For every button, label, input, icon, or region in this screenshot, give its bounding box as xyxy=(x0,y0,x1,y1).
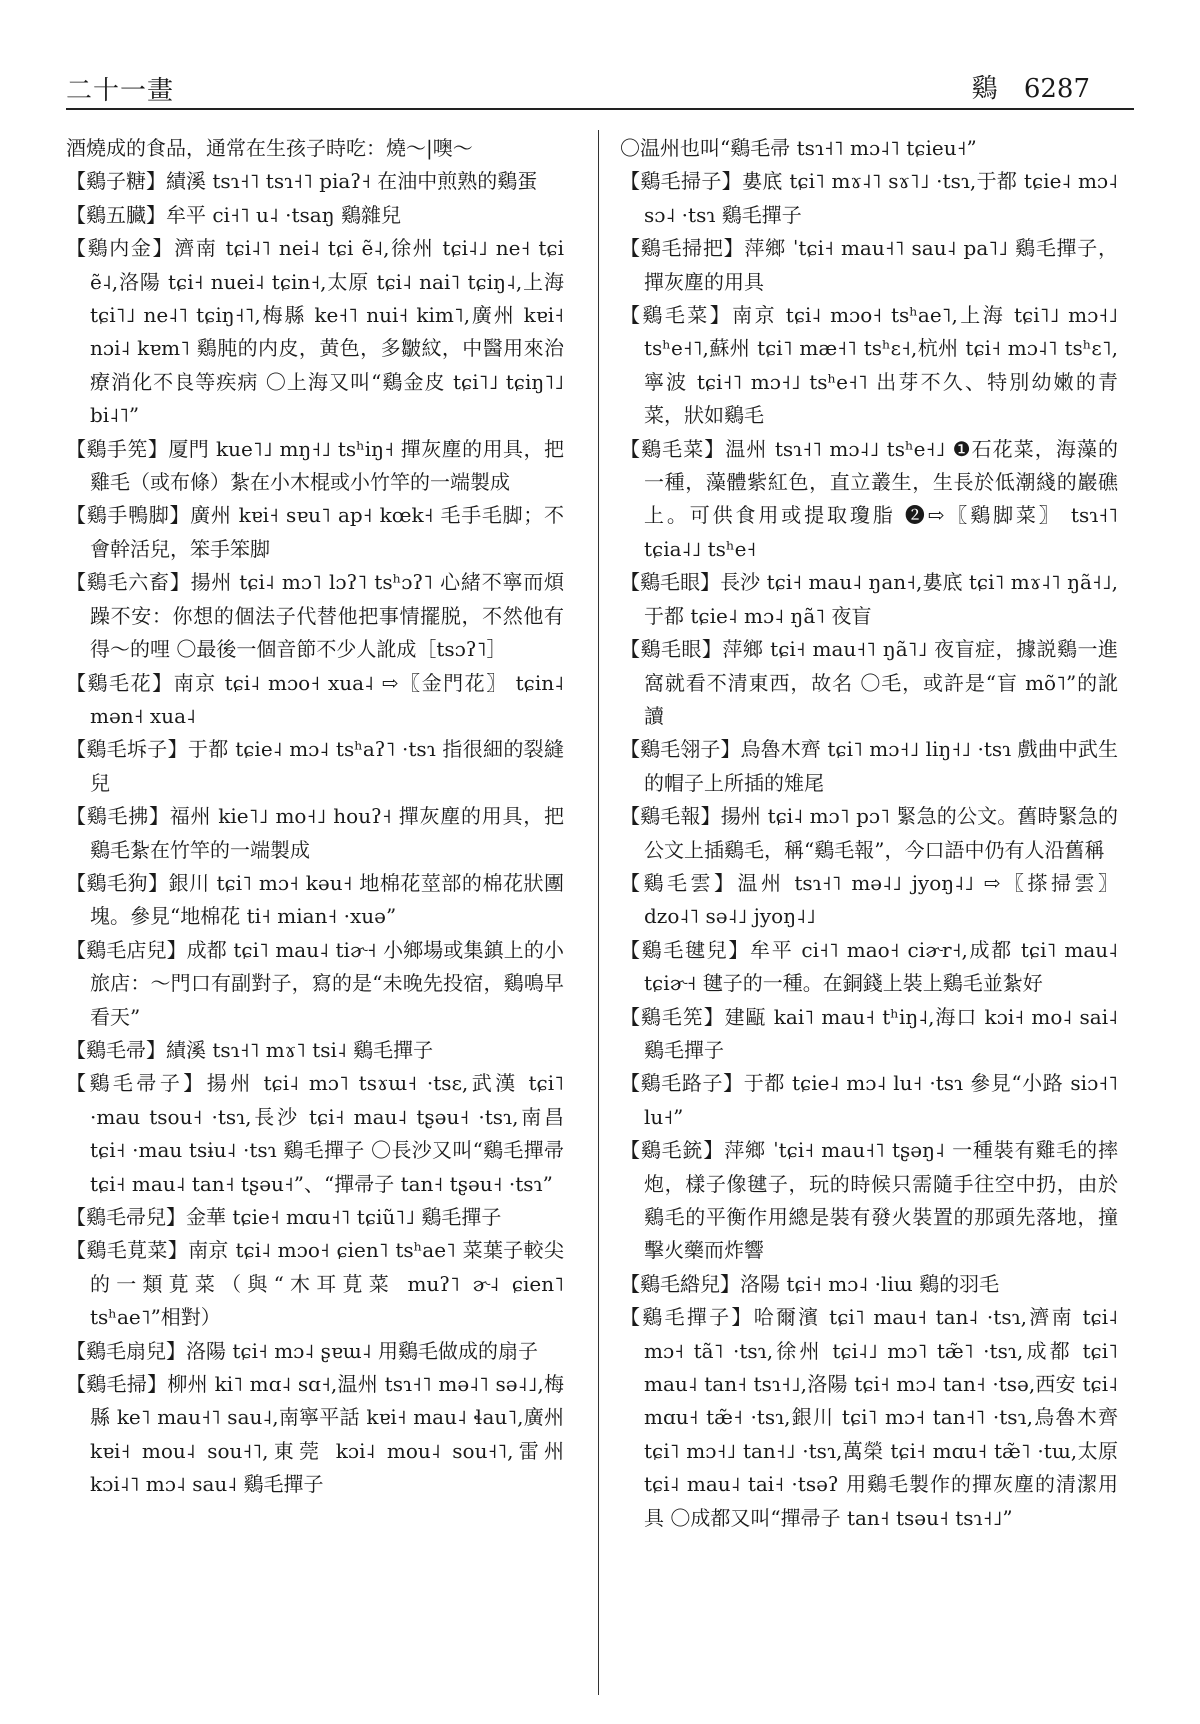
dictionary-entry: 【鷄毛帚兒】金華 tɕie˧ mɑu˧˥ tɕiũ˥˩ 鷄毛撣子 xyxy=(66,1205,502,1229)
dictionary-entry: 【鷄毛綹兒】洛陽 tɕi˧ mɔ˨ ·liɯ 鷄的羽毛 xyxy=(620,1271,1000,1296)
dictionary-entry: 【鷄毛店兒】成都 tɕi˥ mau˨ tiɚ˧ 小鄉場或集鎮上的小旅店：～門口有副對子，寫的是“未晚先投宿，鷄鳴早看天” xyxy=(66,937,564,1029)
dictionary-entry: 【鷄毛翎子】烏魯木齊 tɕi˥ mɔ˧˩ liŋ˧˩ ·tsɿ 戲曲中武生的帽子上所插的雉尾 xyxy=(620,737,1118,795)
dictionary-entry: 【鷄毛撣子】哈爾濱 tɕi˥ mau˧ tan˨ ·tsɿ,濟南 tɕi˨ mɔ˧ tã˥ ·tsɿ,徐州 tɕi˨˩ mɔ˥ tæ̃˥ ·tsɿ,成都 tɕi˥ mau˨ tan˧ tsɿ˧˩,洛陽 tɕi˧ mɔ˨ tan˧ ·tsə,西安 tɕi˨ mɑu˧ tæ̃˧ ·tsɿ,銀川 tɕi˥ mɔ˧ tan˧˥ ·tsɿ,烏魯木齊 tɕi˥ mɔ˧˩ tan˧˩ ·tsɿ,萬榮 tɕi˧ mɑu˧ tæ̃˥ ·tɯ,太原 tɕi˨ mau˨ tai˧ ·tsəʔ 用鷄毛製作的撣灰塵的清潔用具 〇成都又叫“撣帚子 tan˧ tsəu˧ tsɿ˧˩” xyxy=(620,1305,1118,1530)
dictionary-entry: 【鷄毛花】南京 tɕi˨ mɔo˧ xua˨ ⇨〖金門花〗 tɕin˨ mən˧ xua˨ xyxy=(66,670,564,728)
dictionary-entry: 【鷄毛六畜】揚州 tɕi˨ mɔ˥ lɔʔ˥ tsʰɔʔ˥ 心緒不寧而煩躁不安：你想的個法子代替他把事情擺脱，不然他有得～的哩 〇最後一個音節不少人訛成［tsɔʔ˥］ xyxy=(66,570,564,662)
dictionary-entry: 【鷄毛掃子】婁底 tɕi˥ mɤ˨˥ sɤ˥˩ ·tsɿ,于都 tɕie˨ mɔ˨ sɔ˨ ·tsɿ 鷄毛撣子 xyxy=(620,169,1118,227)
dictionary-entry: 【鷄毛雲】温州 tsɿ˧˥ mə˨˩ jyoŋ˨˩ ⇨〖搽掃雲〗 dzo˨˥ sə˨˩ jyoŋ˨˩ xyxy=(620,870,1118,929)
dictionary-entry: 【鷄手筅】厦門 kue˥˩ mŋ˧˩ tsʰiŋ˧ 撣灰塵的用具，把雞毛（或布條）紮在小木棍或小竹竿的一端製成 xyxy=(66,436,564,495)
left-column xyxy=(66,132,564,1692)
dictionary-entry: 【鷄毛帚子】揚州 tɕi˨ mɔ˥ tsɤɯ˧ ·tsɛ,武漢 tɕi˥ ·mau tsou˧ ·tsɿ,長沙 tɕi˧ mau˨ tʂəu˧ ·tsɿ,南昌 tɕi˧ ·mau tsɨu˨ ·tsɿ 鷄毛撣子 〇長沙又叫“鷄毛撣帚 tɕi˧ mau˨ tan˧ tʂəu˧”、“撣帚子 tan˧ tʂəu˧ ·tsɿ” xyxy=(66,1071,564,1196)
right-column xyxy=(620,132,1118,1692)
dictionary-entry: 【鷄毛菜】南京 tɕi˨ mɔo˧ tsʰae˥,上海 tɕi˥˩ mɔ˧˩ tsʰe˧˥,蘇州 tɕi˥ mæ˧˥ tsʰɛ˧,杭州 tɕi˧ mɔ˨˥ tsʰɛ˥,寧波 tɕi˧˥ mɔ˧˩ tsʰe˧˥ 出芽不久、特別幼嫩的青菜，狀如鷄毛 xyxy=(620,303,1118,428)
dictionary-entry: 【鷄手鴨脚】廣州 kɐi˧ sɐu˥ ap˧ kœk˧ 毛手毛脚；不會幹活兒，笨手笨脚 xyxy=(66,503,564,561)
dictionary-entry: 【鷄毛眼】萍鄉 tɕi˧ mau˧˥ ŋã˥˩ 夜盲症，據説鷄一進窩就看不清東西，故名 〇毛，或許是“盲 mõ˥”的訛讀 xyxy=(620,637,1118,728)
dictionary-entry: 【鷄毛狗】銀川 tɕi˥ mɔ˧ kəu˧ 地棉花莖部的棉花狀團塊。參見“地棉花 ti˧ mian˧ ·xuə” xyxy=(66,870,564,929)
dictionary-entry: 【鷄五臓】牟平 ci˧˥ u˨ ·tsaŋ 鷄雜兒 xyxy=(66,202,401,227)
dictionary-entry: 【鷄毛筅】建甌 kai˥ mau˧ tʰiŋ˨,海口 kɔi˧ mo˨ sai˨ 鷄毛撣子 xyxy=(620,1004,1118,1062)
running-header xyxy=(66,62,1134,110)
dictionary-entry: 【鷄毛帚】績溪 tsɿ˧˥ mɤ˥ tsi˨ 鷄毛撣子 xyxy=(66,1037,434,1062)
dictionary-entry: 酒燒成的食品，通常在生孩子時吃：燒～|噢～ xyxy=(66,136,473,160)
header-headword: 鷄 xyxy=(971,74,998,104)
dictionary-entry: 【鷄毛眼】長沙 tɕi˧ mau˨ ŋan˧,婁底 tɕi˥ mɤ˨˥ ŋã˧˩,于都 tɕie˨ mɔ˨ ŋã˥ 夜盲 xyxy=(620,570,1118,628)
dictionary-entry: 【鷄毛菜】温州 tsɿ˧˥ mɔ˨˩ tsʰe˧˩ ❶石花菜，海藻的一種，藻體紫紅色，直立叢生，生長於低潮綫的巖礁上。可供食用或提取瓊脂 ❷⇨〖鷄脚菜〗 tsɿ˧˥ tɕia˨˩ tsʰe˧ xyxy=(620,436,1118,561)
dictionary-entry: 【鷄毛坼子】于都 tɕie˨ mɔ˨ tsʰaʔ˥ ·tsɿ 指很細的裂縫兒 xyxy=(66,737,564,795)
page-header-right xyxy=(972,68,1090,105)
page-number: 6287 xyxy=(1023,74,1090,104)
dictionary-entry: 【鷄毛莧菜】南京 tɕi˨ mɔo˧ ɕien˥ tsʰae˥ 菜葉子較尖的一類莧菜（與“木耳莧菜 muʔ˥ ɚ˨ ɕien˥ tsʰae˥”相對） xyxy=(66,1238,564,1330)
dictionary-entry: 【鷄毛掃把】萍鄉 ˈtɕi˧ mau˧˥ sau˨ pa˥˩ 鷄毛撣子，撣灰塵的用具 xyxy=(620,236,1118,294)
section-label: 二十一畫 xyxy=(66,76,175,106)
dictionary-entry: 【鷄内金】濟南 tɕi˨˥ nei˨ tɕi ẽ˨,徐州 tɕi˨˩ ne˧ tɕi ẽ˨,洛陽 tɕi˧ nuei˨ tɕin˧,太原 tɕi˨ nai˥ tɕiŋ˨,上海 tɕi˥˩ ne˨˥ tɕiŋ˧˥,梅縣 ke˧˥ nui˧ kim˥,廣州 kɐi˧ nɔi˨ kɐm˥ 鷄肫的内皮，黄色，多皺紋，中醫用來治療消化不良等疾病 〇上海又叫“鷄金皮 tɕi˥˩ tɕiŋ˥˩ bi˨˥” xyxy=(66,236,564,428)
dictionary-entry: 【鷄毛毽兒】牟平 ci˧˥ mao˧ ciɚr˧,成都 tɕi˥ mau˨ tɕiɚ˧ 毽子的一種。在銅錢上裝上鷄毛並紮好 xyxy=(620,937,1118,996)
dictionary-entry: 【鷄毛報】揚州 tɕi˨ mɔ˥ pɔ˥ 緊急的公文。舊時緊急的公文上插鷄毛，稱“鷄毛報”，今口語中仍有人沿舊稱 xyxy=(620,804,1118,862)
column-divider xyxy=(598,130,599,1695)
dictionary-entry: 【鷄毛拂】福州 kie˥˩ mo˧˩ houʔ˧ 撣灰塵的用具，把鷄毛紮在竹竿的一端製成 xyxy=(66,804,564,862)
dictionary-entry: 【鷄子糖】績溪 tsɿ˧˥ tsɿ˧˥ piaʔ˧ 在油中煎熟的鷄蛋 xyxy=(66,169,538,194)
dictionary-entry: 【鷄毛路子】于都 tɕie˨ mɔ˨ lu˧ ·tsɿ 參見“小路 siɔ˧˥ lu˧” xyxy=(620,1071,1118,1129)
dictionary-entry: 【鷄毛掃】柳州 ki˥ mɑ˨ sɑ˧,温州 tsɿ˧˥ mə˨˥ sə˨˩,梅縣 ke˥ mau˧˥ sau˨,南寧平話 kɐi˧ mau˨ ɬau˥,廣州 kɐi˧ mou˨ sou˧˥,東莞 kɔi˨ mou˨ sou˧˥,雷州 kɔi˨˥ mɔ˨ sau˨ 鷄毛撣子 xyxy=(66,1372,564,1497)
dictionary-entry: 【鷄毛扇兒】洛陽 tɕi˧ mɔ˨ ʂɐɯ˨ 用鷄毛做成的扇子 xyxy=(66,1338,538,1363)
dictionary-entry: 【鷄毛銃】萍鄉 ˈtɕi˧ mau˧˥ tʂəŋ˨ 一種裝有雞毛的摔炮，樣子像毽子，玩的時候只需隨手往空中扔，由於鷄毛的平衡作用總是裝有發火裝置的那頭先落地，撞擊火藥而炸響 xyxy=(620,1138,1118,1263)
dictionary-entry: 〇温州也叫“鷄毛帚 tsɿ˧˥ mɔ˨˥ tɕieu˧” xyxy=(620,136,977,160)
